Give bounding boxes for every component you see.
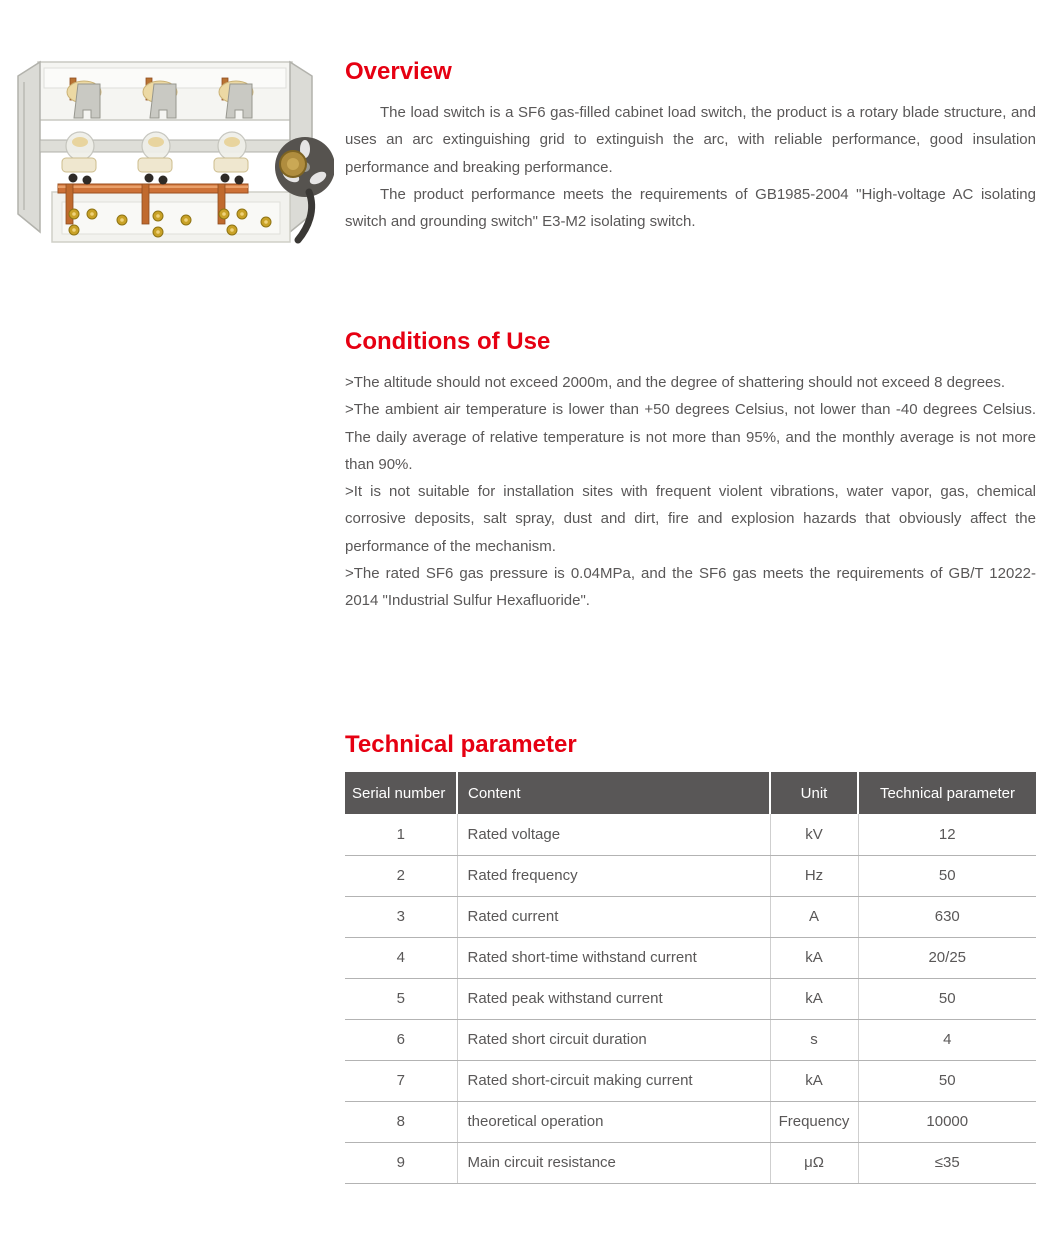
cell-unit: Frequency [770,1101,858,1142]
cell-unit: kA [770,1060,858,1101]
cell-unit: kA [770,937,858,978]
overview-paragraph: The product performance meets the requirements of GB1985-2004 "High-voltage AC isolating switch and grounding switch" E3-M2 isolating switch. [345,185,1036,231]
cell-param: 10000 [858,1101,1036,1142]
col-header-serial-number: Serial number [345,772,457,814]
cell-param: 12 [858,814,1036,855]
cell-content: Rated frequency [457,855,770,896]
overview-title: Overview [345,58,452,85]
condition-item: >The rated SF6 gas pressure is 0.04MPa, and the SF6 gas meets the requirements of GB/T 12022-2014 "Industrial Sulfur Hexafluoride". [345,565,1036,610]
cell-param: ≤35 [858,1142,1036,1183]
sf6-load-switch-illustration [10,52,334,252]
cell-content: Rated short circuit duration [457,1019,770,1060]
product-photo [10,52,334,252]
table-row [345,1101,1036,1142]
col-header-unit: Unit [770,772,858,814]
conditions-section [345,328,1036,615]
cell-unit: μΩ [770,1142,858,1183]
cell-serial: 3 [345,896,457,937]
table-row [345,978,1036,1019]
table-row [345,855,1036,896]
cell-serial: 8 [345,1101,457,1142]
overview-paragraph: The load switch is a SF6 gas-filled cabinet load switch, the product is a rotary blade structure, and uses an arc extinguishing grid to extinguish the arc, with reliable performance, good insulation performance and breaking performance. [345,104,1036,176]
cell-unit: A [770,896,858,937]
cell-serial: 4 [345,937,457,978]
cell-serial: 7 [345,1060,457,1101]
technical-section [345,731,1036,1184]
cell-content: Rated peak withstand current [457,978,770,1019]
technical-title: Technical parameter [345,731,577,758]
cell-param: 630 [858,896,1036,937]
table-row [345,896,1036,937]
cell-param: 20/25 [858,937,1036,978]
cell-serial: 5 [345,978,457,1019]
col-header-content: Content [457,772,770,814]
cell-unit: Hz [770,855,858,896]
table-row [345,1019,1036,1060]
cell-param: 50 [858,978,1036,1019]
cell-unit: kV [770,814,858,855]
cell-content: Main circuit resistance [457,1142,770,1183]
cell-unit: s [770,1019,858,1060]
cell-content: theoretical operation [457,1101,770,1142]
cell-unit: kA [770,978,858,1019]
table-row [345,1142,1036,1183]
cell-serial: 2 [345,855,457,896]
table-row [345,937,1036,978]
cell-content: Rated short-time withstand current [457,937,770,978]
cell-content: Rated current [457,896,770,937]
cell-param: 50 [858,1060,1036,1101]
table-row [345,1060,1036,1101]
cell-serial: 6 [345,1019,457,1060]
col-header-technical-parameter: Technical parameter [858,772,1036,814]
cell-content: Rated voltage [457,814,770,855]
condition-item: >The altitude should not exceed 2000m, and the degree of shattering should not exceed 8 degrees. [345,374,1006,391]
overview-section [345,58,1036,235]
table-row [345,814,1036,855]
cell-content: Rated short-circuit making current [457,1060,770,1101]
cell-param: 4 [858,1019,1036,1060]
technical-parameter-table [345,772,1036,1184]
cell-serial: 1 [345,814,457,855]
cell-serial: 9 [345,1142,457,1183]
conditions-title: Conditions of Use [345,328,551,355]
condition-item: >The ambient air temperature is lower than +50 degrees Celsius, not lower than -40 degrees Celsius. The daily average of relative temperature is not more than 95%, and the monthly average is not more than 90%. [345,401,1036,473]
condition-item: >It is not suitable for installation sites with frequent violent vibrations, water vapor, gas, chemical corrosive deposits, salt spray, dust and dirt, fire and explosion hazards that obviously affect the performance of the mechanism. [345,483,1036,555]
cell-param: 50 [858,855,1036,896]
table-header-row [345,772,1036,814]
